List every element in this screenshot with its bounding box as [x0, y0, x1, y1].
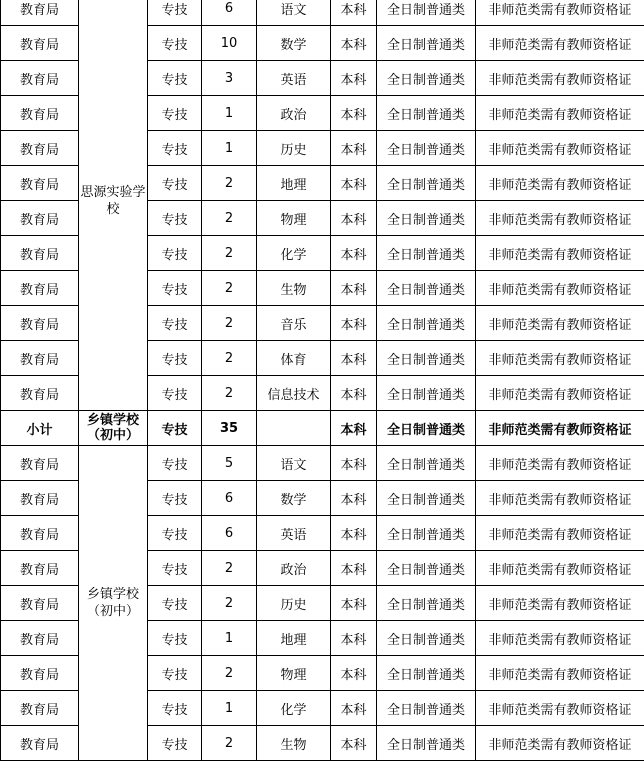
subject-cell: 语文 — [257, 446, 331, 481]
subject-cell: 地理 — [257, 166, 331, 201]
dept-cell: 教育局 — [1, 166, 79, 201]
requirement-cell: 非师范类需有教师资格证 — [476, 131, 644, 166]
dept-cell: 教育局 — [1, 691, 79, 726]
count-cell: 2 — [202, 236, 257, 271]
type-cell: 专技 — [148, 131, 202, 166]
mode-cell: 全日制普通类 — [377, 61, 476, 96]
subtotal-subject — [257, 411, 331, 446]
requirement-cell: 非师范类需有教师资格证 — [476, 446, 644, 481]
mode-cell: 全日制普通类 — [377, 0, 476, 26]
subject-cell: 历史 — [257, 131, 331, 166]
table-row — [1, 0, 644, 26]
edu-cell: 本科 — [331, 26, 377, 61]
subject-cell: 英语 — [257, 61, 331, 96]
count-cell: 2 — [202, 376, 257, 411]
count-cell: 2 — [202, 341, 257, 376]
count-cell: 2 — [202, 656, 257, 691]
mode-cell: 全日制普通类 — [377, 726, 476, 761]
school-cell: 思源实验学校 — [79, 0, 148, 411]
subtotal-type: 专技 — [148, 411, 202, 446]
dept-cell: 教育局 — [1, 131, 79, 166]
dept-cell: 教育局 — [1, 26, 79, 61]
dept-cell: 教育局 — [1, 726, 79, 761]
edu-cell: 本科 — [331, 61, 377, 96]
count-cell: 2 — [202, 201, 257, 236]
subject-cell: 物理 — [257, 201, 331, 236]
requirement-cell: 非师范类需有教师资格证 — [476, 61, 644, 96]
requirement-cell: 非师范类需有教师资格证 — [476, 201, 644, 236]
requirement-cell: 非师范类需有教师资格证 — [476, 586, 644, 621]
edu-cell: 本科 — [331, 131, 377, 166]
count-cell: 6 — [202, 516, 257, 551]
type-cell: 专技 — [148, 166, 202, 201]
dept-cell: 教育局 — [1, 306, 79, 341]
type-cell: 专技 — [148, 516, 202, 551]
mode-cell: 全日制普通类 — [377, 166, 476, 201]
count-cell: 3 — [202, 61, 257, 96]
dept-cell: 教育局 — [1, 621, 79, 656]
subtotal-row — [1, 411, 644, 446]
edu-cell: 本科 — [331, 201, 377, 236]
type-cell: 专技 — [148, 656, 202, 691]
requirement-cell: 非师范类需有教师资格证 — [476, 26, 644, 61]
count-cell: 2 — [202, 271, 257, 306]
mode-cell: 全日制普通类 — [377, 586, 476, 621]
edu-cell: 本科 — [331, 516, 377, 551]
count-cell: 6 — [202, 0, 257, 26]
edu-cell: 本科 — [331, 656, 377, 691]
mode-cell: 全日制普通类 — [377, 306, 476, 341]
count-cell: 2 — [202, 306, 257, 341]
type-cell: 专技 — [148, 26, 202, 61]
mode-cell: 全日制普通类 — [377, 341, 476, 376]
mode-cell: 全日制普通类 — [377, 656, 476, 691]
dept-cell: 教育局 — [1, 516, 79, 551]
dept-cell: 教育局 — [1, 586, 79, 621]
type-cell: 专技 — [148, 376, 202, 411]
subject-cell: 语文 — [257, 0, 331, 26]
count-cell: 2 — [202, 586, 257, 621]
school-cell: 乡镇学校（初中） — [79, 446, 148, 761]
edu-cell: 本科 — [331, 236, 377, 271]
count-cell: 5 — [202, 446, 257, 481]
count-cell: 1 — [202, 96, 257, 131]
mode-cell: 全日制普通类 — [377, 236, 476, 271]
mode-cell: 全日制普通类 — [377, 446, 476, 481]
edu-cell: 本科 — [331, 341, 377, 376]
requirement-cell: 非师范类需有教师资格证 — [476, 516, 644, 551]
subtotal-mode: 全日制普通类 — [377, 411, 476, 446]
table-row — [1, 446, 644, 481]
edu-cell: 本科 — [331, 96, 377, 131]
requirement-cell: 非师范类需有教师资格证 — [476, 271, 644, 306]
type-cell: 专技 — [148, 61, 202, 96]
subtotal-requirement: 非师范类需有教师资格证 — [476, 411, 644, 446]
subtotal-school: 乡镇学校（初中） — [79, 411, 148, 446]
mode-cell: 全日制普通类 — [377, 26, 476, 61]
requirement-cell: 非师范类需有教师资格证 — [476, 481, 644, 516]
requirement-cell: 非师范类需有教师资格证 — [476, 551, 644, 586]
dept-cell: 教育局 — [1, 271, 79, 306]
subject-cell: 物理 — [257, 656, 331, 691]
type-cell: 专技 — [148, 96, 202, 131]
type-cell: 专技 — [148, 551, 202, 586]
count-cell: 1 — [202, 131, 257, 166]
mode-cell: 全日制普通类 — [377, 376, 476, 411]
dept-cell: 教育局 — [1, 96, 79, 131]
requirement-cell: 非师范类需有教师资格证 — [476, 341, 644, 376]
count-cell: 1 — [202, 621, 257, 656]
type-cell: 专技 — [148, 726, 202, 761]
type-cell: 专技 — [148, 236, 202, 271]
type-cell: 专技 — [148, 621, 202, 656]
subtotal-edu: 本科 — [331, 411, 377, 446]
requirement-cell: 非师范类需有教师资格证 — [476, 166, 644, 201]
subject-cell: 音乐 — [257, 306, 331, 341]
dept-cell: 教育局 — [1, 61, 79, 96]
edu-cell: 本科 — [331, 306, 377, 341]
edu-cell: 本科 — [331, 481, 377, 516]
subject-cell: 英语 — [257, 516, 331, 551]
edu-cell: 本科 — [331, 691, 377, 726]
dept-cell: 教育局 — [1, 201, 79, 236]
dept-cell: 教育局 — [1, 656, 79, 691]
count-cell: 2 — [202, 726, 257, 761]
edu-cell: 本科 — [331, 551, 377, 586]
type-cell: 专技 — [148, 341, 202, 376]
subject-cell: 地理 — [257, 621, 331, 656]
subject-cell: 体育 — [257, 341, 331, 376]
edu-cell: 本科 — [331, 376, 377, 411]
mode-cell: 全日制普通类 — [377, 96, 476, 131]
mode-cell: 全日制普通类 — [377, 551, 476, 586]
subject-cell: 政治 — [257, 551, 331, 586]
dept-cell: 教育局 — [1, 551, 79, 586]
edu-cell: 本科 — [331, 166, 377, 201]
dept-cell: 教育局 — [1, 376, 79, 411]
mode-cell: 全日制普通类 — [377, 271, 476, 306]
edu-cell: 本科 — [331, 446, 377, 481]
dept-cell: 教育局 — [1, 236, 79, 271]
dept-cell: 教育局 — [1, 341, 79, 376]
subject-cell: 生物 — [257, 271, 331, 306]
requirement-cell: 非师范类需有教师资格证 — [476, 376, 644, 411]
subject-cell: 化学 — [257, 691, 331, 726]
dept-cell: 教育局 — [1, 481, 79, 516]
requirement-cell: 非师范类需有教师资格证 — [476, 96, 644, 131]
mode-cell: 全日制普通类 — [377, 131, 476, 166]
dept-cell: 教育局 — [1, 0, 79, 26]
type-cell: 专技 — [148, 446, 202, 481]
requirement-cell: 非师范类需有教师资格证 — [476, 236, 644, 271]
edu-cell: 本科 — [331, 726, 377, 761]
type-cell: 专技 — [148, 0, 202, 26]
edu-cell: 本科 — [331, 0, 377, 26]
mode-cell: 全日制普通类 — [377, 516, 476, 551]
subtotal-count: 35 — [202, 411, 257, 446]
type-cell: 专技 — [148, 481, 202, 516]
requirement-cell: 非师范类需有教师资格证 — [476, 0, 644, 26]
edu-cell: 本科 — [331, 271, 377, 306]
type-cell: 专技 — [148, 201, 202, 236]
edu-cell: 本科 — [331, 586, 377, 621]
count-cell: 10 — [202, 26, 257, 61]
edu-cell: 本科 — [331, 621, 377, 656]
requirement-cell: 非师范类需有教师资格证 — [476, 656, 644, 691]
mode-cell: 全日制普通类 — [377, 691, 476, 726]
count-cell: 2 — [202, 166, 257, 201]
requirement-cell: 非师范类需有教师资格证 — [476, 691, 644, 726]
subject-cell: 政治 — [257, 96, 331, 131]
dept-cell: 教育局 — [1, 446, 79, 481]
type-cell: 专技 — [148, 691, 202, 726]
subtotal-label: 小计 — [1, 411, 79, 446]
count-cell: 1 — [202, 691, 257, 726]
subject-cell: 信息技术 — [257, 376, 331, 411]
type-cell: 专技 — [148, 306, 202, 341]
type-cell: 专技 — [148, 586, 202, 621]
subject-cell: 数学 — [257, 481, 331, 516]
requirement-cell: 非师范类需有教师资格证 — [476, 306, 644, 341]
mode-cell: 全日制普通类 — [377, 481, 476, 516]
subject-cell: 数学 — [257, 26, 331, 61]
requirement-cell: 非师范类需有教师资格证 — [476, 726, 644, 761]
subject-cell: 化学 — [257, 236, 331, 271]
count-cell: 2 — [202, 551, 257, 586]
subject-cell: 生物 — [257, 726, 331, 761]
requirement-cell: 非师范类需有教师资格证 — [476, 621, 644, 656]
type-cell: 专技 — [148, 271, 202, 306]
count-cell: 6 — [202, 481, 257, 516]
mode-cell: 全日制普通类 — [377, 201, 476, 236]
mode-cell: 全日制普通类 — [377, 621, 476, 656]
subject-cell: 历史 — [257, 586, 331, 621]
